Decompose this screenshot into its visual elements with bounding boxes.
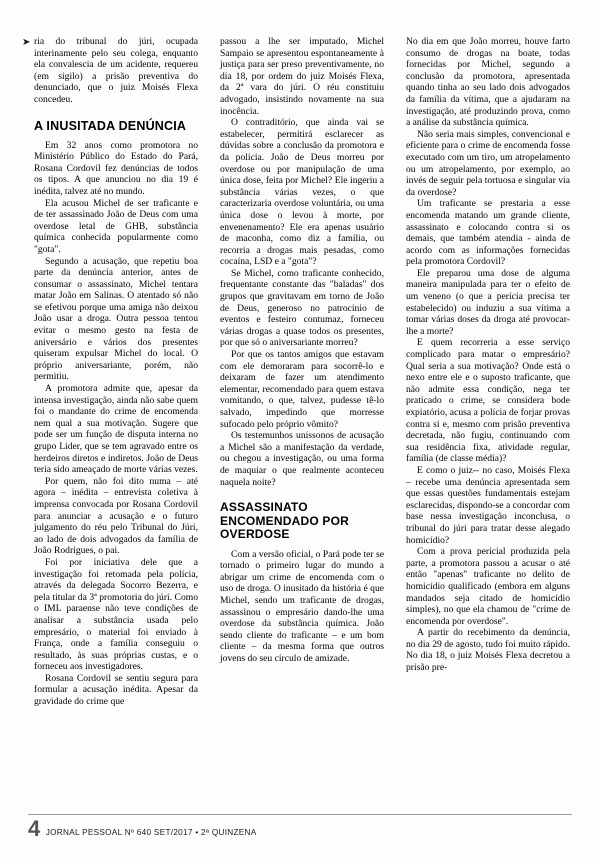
paragraph: Não seria mais simples, convencional e eficiente para o crime de encomenda fosse executado com um tiro, um atropelamento ou um atropelamento, por exemplo, ao invés de seguir pela tortuosa e singular via da overdose? — [406, 128, 570, 198]
column-1 — [22, 36, 198, 792]
paragraph: Por que os tantos amigos que estavam com ele demoraram para socorrê-lo e deixaram de fazer um atendimento elementar, recomendado para quem estava vomitando, o que, talvez, pudesse tê-lo salvado, impedindo que morresse sufocado pelo próprio vômito? — [220, 349, 384, 430]
page-number: 4 — [28, 816, 40, 841]
paragraph: Segundo a acusação, que repetiu boa parte da denúncia anterior, antes de consumar o assassinato, Michel tentara matar João em Salinas. O atentado só não se efetivou porque uma amiga não deixou João usar a droga. Outra pessoa tentou evitar o mesmo gesto na festa de aniversário e vários dos presentes quiseram expulsar Michel do local. O próprio aniversariante, porém, não permitiu. — [34, 255, 198, 383]
paragraph: Por quem, não foi dito numa – até agora – inédita – entrevista coletiva à imprensa convocada por Rosana Cordovil para anunciar a acusação e o futuro julgamento do réu pelo Tribunal do Júri, ao lado de dois advogados da família de João Rodrigues, o pai. — [34, 475, 198, 557]
paragraph: Se Michel, como traficante conhecido, frequentante constante das "baladas" dos grupos que gravitavam em torno de João de Deus, generoso no patrocínio de eventos e festeiro contumaz, forneceu várias drogas a quase todos os presentes, por que só o aniversariante morreu? — [220, 267, 384, 349]
paragraph: O contraditório, que ainda vai se estabelecer, permitirá esclarecer as dúvidas sobre a conclusão da promotora e da polícia. João de Deus morreu por overdose ou por manipulação de uma única dose, feita por Michel? Ele ingeriu a substância várias vezes, o que caracterizaria overdose voluntária, ou uma única dose o levou à morte, por envenenamento? Ele era apenas usuário de maconha, como diz a família, ou recorria a drogas mais pesadas, como cocaína, LSD e a "gota"? — [220, 117, 384, 268]
paragraph: Foi por iniciativa dele que a investigação foi retomada pela polícia, através da delegada Socorro Bezerra, e pela titular da 3ª promotoria do júri. Como o IML paraense não teve condições de analisar a substância usada pelo empresário, o material foi enviado à França, onde a família conseguiu o resultado, às suas próprias custas, e o forneceu aos investigadores. — [34, 556, 198, 673]
paragraph: Em 32 anos como promotora no Ministério Público do Estado do Pará, Rosana Cordovil fez denúncias de todos os tipos. A que anunciou no dia 19 é inédita, talvez até no mundo. — [34, 139, 198, 197]
page-footer — [28, 816, 572, 841]
column-3 — [406, 36, 570, 792]
footer-divider — [28, 814, 572, 815]
paragraph: Com a versão oficial, o Pará pode ter se tornado o primeiro lugar do mundo a abrigar um crime de encomenda com o uso de droga. O inusitado da história é que Michel, sendo um traficante de drogas, assassinou o empresário dando-lhe uma overdose da substância química. João sendo cliente do traficante – e um bom cliente – da mesma forma que outros jovens do seu círculo de amizade. — [220, 548, 384, 664]
column-2 — [220, 36, 384, 792]
paragraph: A partir do recebimento da denúncia, no dia 29 de agosto, tudo foi muito rápido. No dia 18, o juiz Moisés Flexa decretou a prisão pre- — [406, 627, 570, 674]
paragraph: Ela acusou Michel de ser traficante e de ter assassinado João de Deus com uma overdose letal de GHB, substância química conhecida popularmente como "gota". — [34, 197, 198, 255]
paragraph: ➤ ria do tribunal do júri, ocupada interinamente pelo seu colega, enquanto ela convalescia de um acidente, requereu (em sigilo) a prisão preventiva do denunciado, que o juiz Moisés Flexa concedeu. — [22, 36, 198, 105]
paragraph: Os testemunhos uníssonos de acusação a Michel são a manifestação da verdade, ou chegou a investigação, ou uma forma de maquiar o que realmente aconteceu naquela noite? — [220, 430, 384, 488]
paragraph: Ele preparou uma dose de alguma maneira manipulada para ter o efeito de um veneno (o que a perícia precisa ter estabelecido) ou induziu a sua vítima a tomar várias doses da droga até provocar-lhe a morte? — [406, 267, 570, 337]
article-columns — [22, 36, 570, 792]
paragraph: A promotora admite que, apesar da intensa investigação, ainda não sabe quem foi o mandante do crime de encomenda nem qual a sua motivação. Sugere que pode ser um função de disputa interna no grupo Lider, que se tem agravado entre os herdeiros diretos e indiretos. João de Deus teria sido ameaçado de morte várias vezes. — [34, 383, 198, 476]
section-heading-denuncia: A INUSITADA DENÚNCIA — [34, 118, 187, 133]
continuation-arrow-icon: ➤ — [22, 37, 31, 48]
paragraph: Com a prova pericial produzida pela parte, a promotora passou a acusar o até então "apenas" traficante no delito de homicídio qualificado (embora em alguns mandados seja citado de homicídio simples), no que ela chamou de "crime de encomenda por overdose". — [406, 546, 570, 627]
paragraph: Rosana Cordovil se sentiu segura para formular a acusação inédita. Apesar da gravidade do crime que — [34, 672, 198, 708]
paragraph: Um traficante se prestaria a esse encomenda matando um grande cliente, assassinato e colocando contra si os demais, que também atendia - ainda de acordo com as informações fornecidas pela promotora Cordovil? — [406, 198, 570, 268]
paragraph: E como o juiz-- no caso, Moisés Flexa – recebe uma denúncia apresentada sem que essas questões fundamentais estejam esclarecidas, dispondo-se a concordar com base nessa investigação inconclusa, o tribunal do júri para tratar desse alegado homicídio? — [406, 464, 570, 546]
paragraph: No dia em que João morreu, houve farto consumo de drogas na boate, todas fornecidas por Michel, segundo a conclusão da promotora, apresentada quando tinha ao seu lado dois advogados da família da vítima, que a ajudaram na investigação, até produzindo prova, como a análise da substância química. — [406, 36, 570, 129]
paragraph: passou a lhe ser imputado, Michel Sampaio se apresentou espontaneamente à justiça para ser preso preventivamente, no dia 18, por ordem do juiz Moisés Flexa, da 2ª vara do júri. O réu constituiu advogado, insistindo novamente na sua inocência. — [220, 36, 384, 117]
section-heading-assassinato: ASSASSINATO ENCOMENDADO POR OVERDOSE — [220, 500, 350, 542]
footer-imprint: JORNAL PESSOAL Nº 640 SET/2017 • 2ª QUINZENA — [45, 828, 257, 837]
paragraph: E quem recorreria a esse serviço complicado para matar o empresário? Qual seria a sua motivação? Onde está o nexo entre ele e o suposto traficante, que não admite essa condição, nega ter praticado o crime, se considera bode expiatório, acusa a polícia de forjar provas contra si e, mesmo com prisão preventiva decretada, não fugiu, continuando com sua residência fixa, atividade regular, família (de classe média)? — [406, 337, 570, 465]
